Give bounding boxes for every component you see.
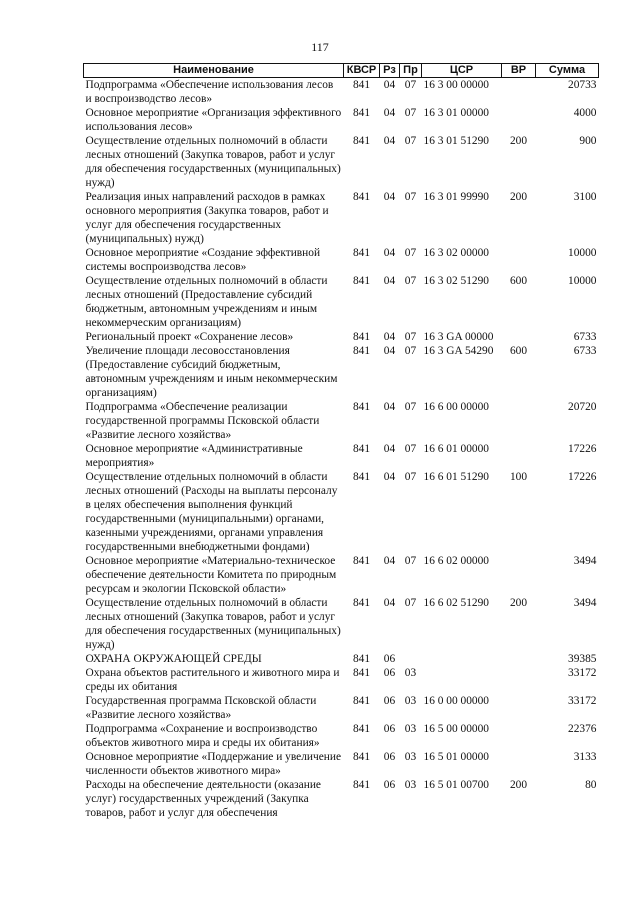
cell-pr: 03	[404, 667, 417, 679]
cell-csr: 16 6 00 00000	[423, 401, 489, 413]
cell-name: Основное мероприятие «Материально-техническое обеспечение деятельности Комитета по природным ресурсам и экологии Псковской области»	[85, 555, 337, 595]
cell-name: Основное мероприятие «Поддержание и увеличение численности объектов животного мира»	[85, 751, 342, 777]
cell-csr: 16 0 00 00000	[423, 695, 489, 707]
cell-csr: 16 5 01 00700	[423, 779, 489, 791]
cell-rz: 06	[383, 779, 396, 791]
cell-kvsr: 841	[352, 471, 371, 483]
cell-sum: 6733	[573, 331, 597, 343]
header-csr: ЦСР	[422, 64, 502, 78]
table-row	[84, 190, 599, 246]
cell-sum: 22376	[568, 723, 597, 735]
cell-rz: 06	[383, 695, 396, 707]
cell-pr: 03	[404, 695, 417, 707]
cell-csr: 16 3 GA 00000	[423, 331, 494, 343]
cell-sum: 3494	[573, 555, 597, 567]
cell-vr	[502, 694, 536, 722]
cell-name: Расходы на обеспечение деятельности (оказание услуг) государственных учреждений (Закупка товаров, работ и услуг для обеспечения	[85, 779, 321, 819]
cell-vr: 200	[509, 779, 528, 791]
cell-vr: 200	[509, 135, 528, 147]
cell-pr: 03	[404, 779, 417, 791]
cell-kvsr: 841	[352, 723, 371, 735]
table-row	[84, 652, 599, 666]
cell-name: Региональный проект «Сохранение лесов»	[85, 331, 294, 343]
page-number: 117	[311, 40, 329, 54]
cell-kvsr: 841	[352, 345, 371, 357]
cell-pr: 07	[404, 401, 417, 413]
cell-pr: 07	[404, 331, 417, 343]
cell-sum: 3100	[573, 191, 597, 203]
cell-rz: 04	[383, 345, 396, 357]
header-kvsr: КВСР	[344, 64, 380, 78]
cell-vr	[502, 400, 536, 442]
table-row	[84, 134, 599, 190]
cell-csr: 16 3 01 00000	[423, 107, 489, 119]
cell-vr	[502, 652, 536, 666]
cell-kvsr: 841	[352, 191, 371, 203]
budget-table	[83, 63, 599, 820]
cell-kvsr: 841	[352, 695, 371, 707]
cell-pr: 07	[404, 471, 417, 483]
cell-kvsr: 841	[352, 555, 371, 567]
cell-vr	[502, 666, 536, 694]
cell-name: Основное мероприятие «Организация эффективного использования лесов»	[85, 107, 342, 133]
table-row	[84, 344, 599, 400]
cell-kvsr: 841	[352, 79, 371, 91]
cell-sum: 3133	[573, 751, 597, 763]
cell-sum: 39385	[568, 653, 597, 665]
cell-rz: 04	[383, 191, 396, 203]
cell-sum: 80	[585, 779, 597, 791]
cell-rz: 04	[383, 443, 396, 455]
header-pr: Пр	[400, 64, 422, 78]
table-row	[84, 750, 599, 778]
cell-name: Реализация иных направлений расходов в рамках основного мероприятия (Закупка товаров, работ и услуг для обеспечения государственных (муниципальных) нужд)	[85, 191, 329, 245]
cell-kvsr: 841	[352, 135, 371, 147]
cell-pr: 07	[404, 107, 417, 119]
table-row	[84, 78, 599, 107]
cell-sum: 20720	[568, 401, 597, 413]
cell-sum: 4000	[573, 107, 597, 119]
cell-pr	[400, 652, 422, 666]
table-row	[84, 330, 599, 344]
cell-pr: 07	[404, 191, 417, 203]
cell-csr: 16 5 00 00000	[423, 723, 489, 735]
cell-kvsr: 841	[352, 653, 371, 665]
cell-vr	[502, 442, 536, 470]
cell-sum: 3494	[573, 597, 597, 609]
cell-sum: 6733	[573, 345, 597, 357]
cell-sum: 10000	[568, 247, 597, 259]
cell-rz: 06	[383, 751, 396, 763]
cell-sum: 900	[579, 135, 597, 147]
cell-csr: 16 3 01 99990	[423, 191, 489, 203]
cell-name: Основное мероприятие «Административные мероприятия»	[85, 443, 303, 469]
cell-pr: 07	[404, 247, 417, 259]
cell-kvsr: 841	[352, 107, 371, 119]
cell-pr: 07	[404, 555, 417, 567]
cell-rz: 04	[383, 275, 396, 287]
cell-kvsr: 841	[352, 401, 371, 413]
cell-name: Осуществление отдельных полномочий в области лесных отношений (Расходы на выплаты персоналу в целях обеспечения выполнения функций государственными (муниципальными) органами, казенными учреждениями, органами управления государственными внебюджетными фондами)	[85, 471, 338, 553]
cell-pr: 07	[404, 597, 417, 609]
cell-rz: 04	[383, 401, 396, 413]
cell-rz: 04	[383, 135, 396, 147]
cell-vr: 600	[509, 345, 528, 357]
cell-csr: 16 6 02 00000	[423, 555, 489, 567]
cell-vr	[502, 106, 536, 134]
cell-name: Подпрограмма «Обеспечение реализации государственной программы Псковской области «Развитие лесного хозяйства»	[85, 401, 320, 441]
cell-csr: 16 6 02 51290	[423, 597, 489, 609]
cell-rz: 04	[383, 107, 396, 119]
cell-vr	[502, 246, 536, 274]
header-name: Наименование	[84, 64, 344, 78]
cell-rz: 06	[383, 667, 396, 679]
table-row	[84, 470, 599, 554]
cell-rz: 04	[383, 79, 396, 91]
cell-sum: 20733	[568, 79, 597, 91]
cell-csr: 16 6 01 00000	[423, 443, 489, 455]
header-row	[84, 64, 599, 78]
cell-kvsr: 841	[352, 443, 371, 455]
cell-vr	[502, 554, 536, 596]
cell-rz: 04	[383, 471, 396, 483]
table-row	[84, 596, 599, 652]
cell-name: Увеличение площади лесовосстановления (Предоставление субсидий бюджетным, автономным учреждениям и иным некоммерческим организациям)	[85, 345, 338, 399]
cell-kvsr: 841	[352, 247, 371, 259]
cell-kvsr: 841	[352, 597, 371, 609]
table-row	[84, 246, 599, 274]
cell-name: Осуществление отдельных полномочий в области лесных отношений (Закупка товаров, работ и услуг для обеспечения государственных (муниципальных) нужд)	[85, 135, 341, 189]
table-row	[84, 666, 599, 694]
cell-pr: 07	[404, 345, 417, 357]
cell-vr	[502, 330, 536, 344]
table-row	[84, 554, 599, 596]
cell-name: Осуществление отдельных полномочий в области лесных отношений (Закупка товаров, работ и услуг для обеспечения государственных (муниципальных) нужд)	[85, 597, 341, 651]
cell-rz: 04	[383, 247, 396, 259]
table-row	[84, 694, 599, 722]
cell-kvsr: 841	[352, 667, 371, 679]
cell-name: Осуществление отдельных полномочий в области лесных отношений (Предоставление субсидий бюджетным, автономным учреждениям и иным некоммерческим организациям)	[85, 275, 328, 329]
table-row	[84, 400, 599, 442]
cell-pr: 03	[404, 723, 417, 735]
cell-vr: 600	[509, 275, 528, 287]
cell-csr	[422, 666, 502, 694]
cell-name: Государственная программа Псковской области «Развитие лесного хозяйства»	[85, 695, 317, 721]
cell-pr: 03	[404, 751, 417, 763]
cell-vr	[502, 722, 536, 750]
cell-csr: 16 6 01 51290	[423, 471, 489, 483]
cell-kvsr: 841	[352, 331, 371, 343]
cell-vr	[502, 750, 536, 778]
cell-kvsr: 841	[352, 779, 371, 791]
cell-vr: 100	[509, 471, 528, 483]
cell-vr: 200	[509, 597, 528, 609]
cell-csr	[422, 652, 502, 666]
table-row	[84, 722, 599, 750]
cell-rz: 06	[383, 723, 396, 735]
cell-kvsr: 841	[352, 751, 371, 763]
cell-pr: 07	[404, 135, 417, 147]
cell-pr: 07	[404, 79, 417, 91]
cell-rz: 04	[383, 555, 396, 567]
header-vr: ВР	[502, 64, 536, 78]
cell-sum: 17226	[568, 443, 597, 455]
cell-pr: 07	[404, 275, 417, 287]
table-row	[84, 106, 599, 134]
cell-vr: 200	[509, 191, 528, 203]
cell-sum: 33172	[568, 695, 597, 707]
cell-csr: 16 3 GA 54290	[423, 345, 494, 357]
cell-csr: 16 3 02 00000	[423, 247, 489, 259]
cell-sum: 33172	[568, 667, 597, 679]
cell-name: Подпрограмма «Сохранение и воспроизводство объектов животного мира и среды их обитания»	[85, 723, 320, 749]
cell-rz: 04	[383, 331, 396, 343]
table-row	[84, 778, 599, 820]
cell-csr: 16 3 02 51290	[423, 275, 489, 287]
cell-csr: 16 3 01 51290	[423, 135, 489, 147]
table-row	[84, 274, 599, 330]
cell-kvsr: 841	[352, 275, 371, 287]
table-row	[84, 442, 599, 470]
cell-sum: 17226	[568, 471, 597, 483]
cell-name: Подпрограмма «Обеспечение использования лесов и воспроизводство лесов»	[85, 79, 334, 105]
header-sum: Сумма	[536, 64, 599, 78]
cell-csr: 16 5 01 00000	[423, 751, 489, 763]
cell-sum: 10000	[568, 275, 597, 287]
cell-rz: 04	[383, 597, 396, 609]
cell-rz: 06	[383, 653, 396, 665]
table-body	[84, 78, 599, 821]
header-rz: Рз	[380, 64, 400, 78]
cell-name: ОХРАНА ОКРУЖАЮЩЕЙ СРЕДЫ	[85, 653, 262, 665]
cell-name: Основное мероприятие «Создание эффективной системы воспроизводства лесов»	[85, 247, 321, 273]
cell-csr: 16 3 00 00000	[423, 79, 489, 91]
cell-pr: 07	[404, 443, 417, 455]
cell-name: Охрана объектов растительного и животного мира и среды их обитания	[85, 667, 340, 693]
cell-vr	[502, 78, 536, 107]
